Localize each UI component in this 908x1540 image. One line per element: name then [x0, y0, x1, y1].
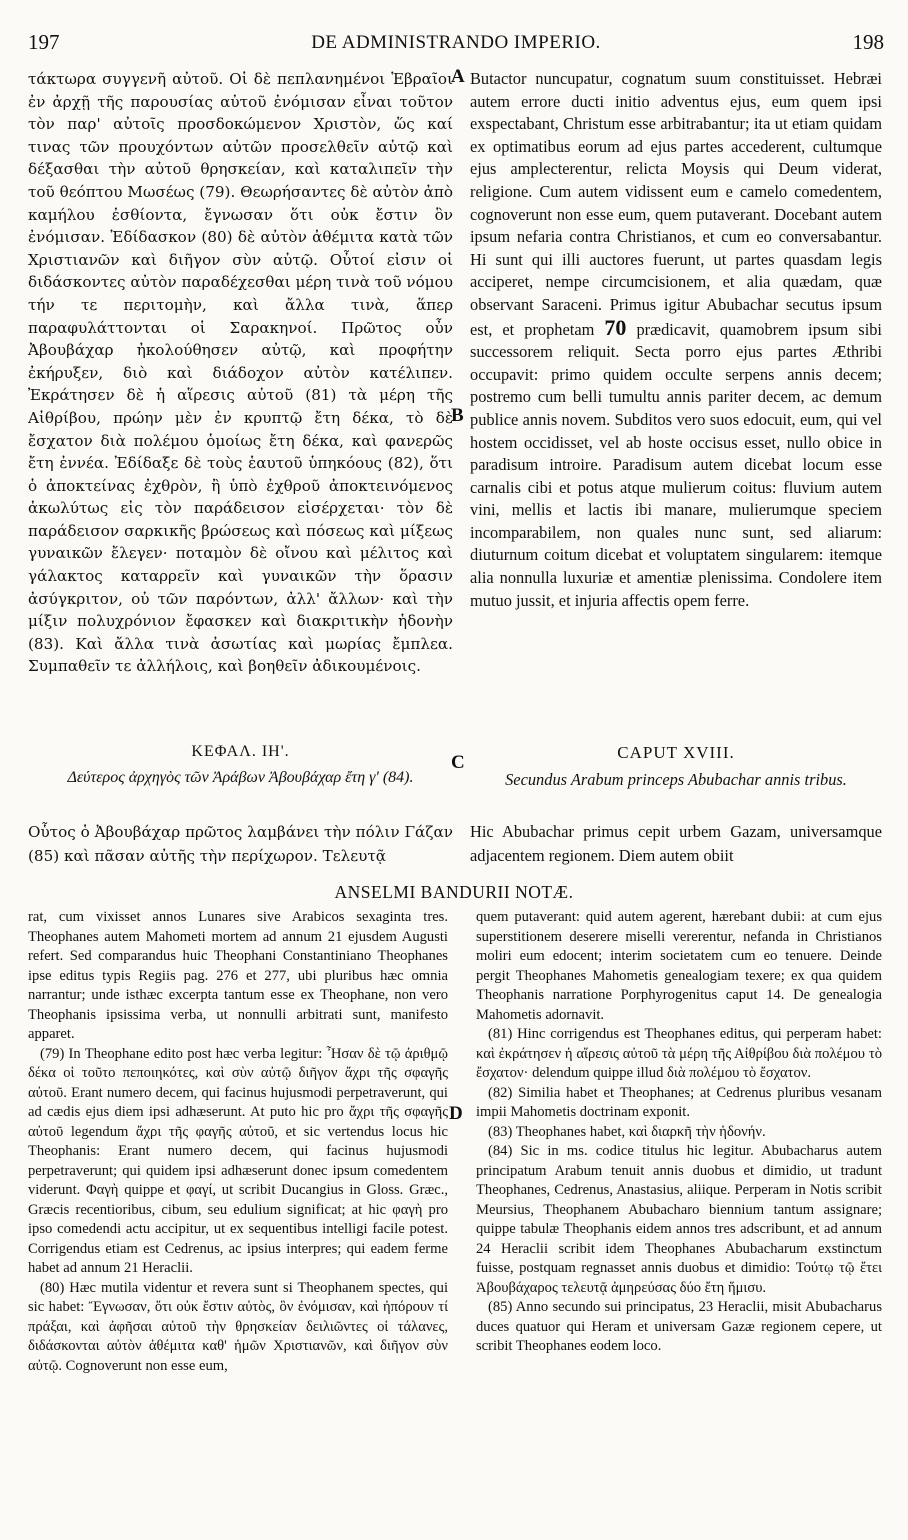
note-paragraph: (83) Theophanes habet, καὶ διαρκῆ τὴν ἡδονήν. — [488, 1123, 766, 1140]
latin-column — [470, 68, 882, 612]
margin-marker-a: A — [451, 66, 465, 87]
running-title: DE ADMINISTRANDO IMPERIO. — [311, 32, 601, 53]
greek-chapter-heading: ΚΕΦΑΛ. ΙΗ'. — [191, 743, 290, 760]
margin-marker-b: B — [451, 405, 464, 426]
greek-chapter-text: Οὗτος ὁ Ἀβουβάχαρ πρῶτος λαμβάνει τὴν πόλιν Γάζαν (85) καὶ πᾶσαν αὐτῆς τὴν περίχωρον. Τελευτᾷ — [28, 823, 453, 865]
notes-title: ANSELMI BANDURII NOTÆ. — [334, 882, 574, 902]
page-header — [28, 30, 884, 60]
latin-text-part-b: prædicavit, quamobrem ipsum sibi successorem reliquit. Secta porro ejus partes Æthribi occupavit: primo quidem occulte serpens annis decem; postremo cum belli tumultu annis pariter decem, ac demum publice annis novem. Subditos vero suos edocuit, eum, qui vel hostem occidisset, vel ab hoste occisus esset, nullo obice in paradisum introire. Paradisum autem dicebat locum esse carnalis cibi et potus atque mulierum coitus: fluvium autem vini, mellis et lactis ibi manare, mulierumque speciem incomparabilem, non quales nunc sunt, sed aliarum: diuturnum coitum dicebat et voluptatem singularem: itemque alia nonnulla luxuriæ et amentiæ plenissima. Condolere item mutuo jussit, et injuria affectis opem ferre. — [470, 319, 882, 610]
note-paragraph: (80) Hæc mutila videntur et revera sunt si Theophanem spectes, qui sic habet: Ἔγνωσαν, ὅτι οὐκ ἔστιν αὐτὸς, ὃν ἐνόμισαν, καὶ ἠπόρουν τί πράξαι, καὶ ἀφῆσαι αὐτοῦ τὴν θρησκείαν δειλιῶντες οἱ τάλανες, διδάσκονται αὐτὸν ἀθέμιτα καθ' ἡμῶν Χριστιανῶν, καὶ διῆγον σὺν αὐτῷ. Cognoverunt non esse eum, — [28, 1279, 448, 1374]
greek-column: τάκτωρα συγγενῆ αὐτοῦ. Οἱ δὲ πεπλανημένοι Ἑβραῖοι ἐν ἀρχῇ τῆς παρουσίας αὐτοῦ ἐνόμισαν εἶναι τοῦτον τὸν παρ' αὐτοῖς προσδοκώμενον Χριστὸν, ὥς καί τινας τῶν προυχόντων αὐτῶν προσελθεῖν αὐτῷ καὶ δέξασθαι τὴν αὐτοῦ θρησκείαν, καὶ καταλιπεῖν τὴν τοῦ θεόπτου Μωσέως (79). Θεωρήσαντες δὲ αὐτὸν ἀπὸ καμήλου ἐσθίοντα, ἔγνωσαν ὅτι οὐκ ἔστιν ὃν ἐνόμισαν. Ἐδίδασκον (80) δὲ αὐτὸν ἀθέμιτα κατὰ τῶν Χριστιανῶν καὶ διῆγον σὺν αὐτῷ. Οὗτοί εἰσιν οἱ διδάσκοντες αὐτὸν παραδέχεσθαι μέρη τινὰ τοῦ νόμου τήν τε περιτομὴν, καὶ ἄλλα τινὰ, ἅπερ παραφυλάττονται οἱ Σαρακηνοί. Πρῶτος οὖν Ἀβουβάχαρ ἠκολούθησεν αὐτῷ, καὶ προφήτην ἐκήρυξεν, διὸ καὶ διάδοχον αὐτὸν κατέλιπεν. Ἐκράτησεν δὲ ἡ αἵρεσις αὐτοῦ (81) τὰ μέρη τῆς Αἰθρίβου, πρώην μὲν ἐν κρυπτῷ ἔτη δέκα, τὸ δὲ ἔσχατον διὰ πολέμου ὁμοίως ἔτη δέκα, καὶ φανερῶς ἔτη ἐννέα. Ἐδίδαξε δὲ τοὺς ἑαυτοῦ ὑπηκόους (82), ὅτι ὁ ἀποκτείνας ἐχθρὸν, ἢ ὑπὸ ἐχθροῦ ἀποκτεινόμενος ἀκωλύτως εἰς τὸν παράδεισον εἰσέρχεται· τὸν δὲ παράδεισον σαρκικῆς βρώσεως καὶ πόσεως καὶ μίξεως γυναικῶν ἔλεγεν· ποταμὸν δὲ οἴνου καὶ μέλιτος καὶ γάλακτος καταρρεῖν καὶ γυναικῶν τὴν ὅρασιν ἀσύγκριτον, οὐ τῶν παρόντων, ἀλλ' ἄλλων· καὶ τὴν μίξιν πολυχρόνιον ἔφασκεν καὶ διακριτικὴν ἡδονὴν (83). Καὶ ἄλλα τινὰ ἀσωτίας καὶ μωρίας ἔμπλεα. Συμπαθεῖν τε ἀλλήλοις, καὶ βοηθεῖν ἀδικουμένοις. — [28, 70, 453, 676]
margin-marker-d: D — [449, 1103, 463, 1124]
note-paragraph: (84) Sic in ms. codice titulus hic legitur. Abubacharus autem principatum Arabum tenuit annis duobus et dimidio, ut tradunt Theophanes, Cedrenus, Anastasius, aliique. Perperam in Notis scribit Meursius, Theophanem Abubacharo biennium tantum assignare; quippe tabulæ Theophanis eidem annos tres adscribunt, et ad annum 24 Heraclii scribit idem Theophanes Abubacharum exstinctum fuisse, postquam regnasset annis duobus et dimidio: Τούτῳ τῷ ἔτει Ἀβουβάχαρος τελευτᾷ ἀμηρεύσας δύο ἔτη ἥμισυ. — [476, 1143, 882, 1296]
margin-number-70: 70 — [604, 314, 627, 340]
latin-chapter-heading: CAPUT XVIII. — [617, 743, 735, 762]
notes-right-column — [476, 908, 882, 1357]
margin-marker-c: C — [451, 752, 465, 773]
page-number-right: 198 — [852, 30, 884, 54]
latin-chapter-text: Hic Abubachar primus cepit urbem Gazam, universamque adjacentem regionem. Diem autem obiit — [470, 822, 882, 865]
note-paragraph: quem putaverant: quid autem agerent, hærebant dubii: at cum ejus superstitionem deserere miselli vererentur, nefanda in Christianos moliri eum edocent; interim societatem cum eo tenuere. Deinde pergit Theophanes Mahometis genealogiam texere; ex qua quidem Theophanis narratione Porphyrogenitus caput 14. De genealogia Mahometis adornavit. — [476, 909, 882, 1023]
page-number-left: 197 — [28, 30, 60, 54]
latin-text-part-a: Butactor nuncupatur, cognatum suum constituisset. Hebræi autem errore ducti initio adventus ejus, eum quem ipsi exspectabant, Christum esse arbitrabantur; ita ut etiam quidam ex optimatibus eorum ad ejus partes accederent, cultumque ejus amplecterentur, relicta Moysis qui Deum viderat, religione. Cum autem vidissent eum e camelo comedentem, cognoverunt non esse eum, quem putaverant. Docebant autem ipsum nefaria contra Christianos, et cum eo conversabantur. Hi sunt qui illi auctores fuerunt, ut partes quasdam legis acciperet, nempe circumcisionem, et alia quædam, quæ observant Saraceni. Primus igitur Abubachar secutus ipsum est, et prophetam — [470, 69, 882, 339]
note-paragraph: (81) Hinc corrigendus est Theophanes editus, qui perperam habet: καὶ ἐκράτησεν ἡ αἵρεσις αὐτοῦ τὰ μέρη τῆς Αἰθρίβου διὰ πολέμου τὸ ἔσχατον· delendum quippe illud διὰ πολέμου τὸ ἔσχατον. — [476, 1026, 882, 1081]
note-paragraph: (82) Similia habet et Theophanes; at Cedrenus pluribus vesanam impii Mahometis doctrinam exponit. — [476, 1084, 882, 1120]
notes-left-column — [28, 908, 448, 1376]
note-paragraph: (79) In Theophane edito post hæc verba legitur: Ἦσαν δὲ τῷ ἀριθμῷ δέκα οἱ τοῦτο πεποιηκότες, καὶ σὺν αὐτῷ διῆγον ἄχρι τῆς σφαγῆς αὐτοῦ. Erant numero decem, qui facinus hujusmodi perpetraverunt, qui ad cædis ejus diem ipsi adhæserunt. At puto hic pro ἄχρι τῆς σφαγῆς αὐτοῦ legendum ἄχρι τῆς φαγῆς αὐτοῦ, et sic vertendus locus hic Theophanis: Erant numero decem, qui facinus hujusmodi perpetraverunt; qui quidem ipsi adhæserunt donec ipsum comedentem viderunt. Φαγὴ quippe et φαγί, ut scribit Ducangius in Gloss. Græc., Græcis recentioribus, cibum, seu edulium significat; at hic φαγὴ pro ipso comedendi actu accipitur, ut ex sequentibus intelligi facile potest. Corrigendus etiam est Cedrenus, ac ipsius interpres; qui eadem ferme habet ad annum 21 Heraclii. — [28, 1045, 448, 1276]
greek-chapter-subtitle: Δεύτερος ἀρχηγὸς τῶν Ἀράβων Ἀβουβάχαρ ἔτη γ' (84). — [67, 769, 414, 786]
note-paragraph: (85) Anno secundo sui principatus, 23 Heraclii, misit Abubacharus duces quatuor qui Heram et universam Gazæ regionem cepere, ut scribit Theophanes eodem loco. — [476, 1299, 882, 1354]
note-paragraph: rat, cum vixisset annos Lunares sive Arabicos sexaginta tres. Theophanes autem Mahometi mortem ad annum 21 ejusdem Augusti refert. Sed comparandus huic Theophani Constantiniano Theophanes ipse editus typis Regiis pag. 276 et 277, ubi pluribus hæc omnia narrantur; unde isthæc excerpta tantum esse ex Theophane, non vero Theophanis ipsissima verba, ut nonnulli arbitrati sunt, manifesto apparet. — [28, 909, 448, 1042]
latin-chapter-subtitle: Secundus Arabum princeps Abubachar annis tribus. — [505, 770, 847, 789]
